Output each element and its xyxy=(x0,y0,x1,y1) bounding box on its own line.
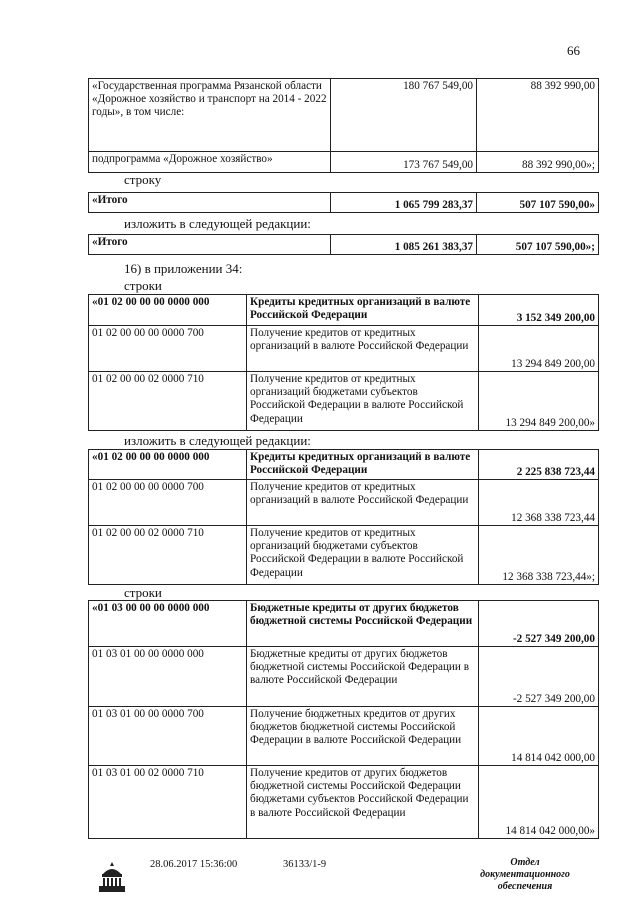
value-cell: 14 814 042 000,00» xyxy=(479,766,599,839)
table-row xyxy=(89,450,599,480)
program-table xyxy=(88,78,599,173)
value-cell: 3 152 349 200,00 xyxy=(479,295,599,326)
itogo-label: «Итого xyxy=(89,193,331,213)
table-row xyxy=(89,295,599,326)
name-cell: Бюджетные кредиты от других бюджетов бюджетной системы Российской Федерации xyxy=(247,601,479,647)
label-stroku: строку xyxy=(124,172,162,187)
label-stroki: строки xyxy=(124,585,162,600)
value-cell: 88 392 990,00 xyxy=(477,79,599,152)
code-cell: 01 03 01 00 02 0000 710 xyxy=(89,766,247,839)
value-cell: -2 527 349 200,00 xyxy=(479,647,599,707)
table-row xyxy=(89,372,599,431)
duma-emblem-icon xyxy=(95,860,129,894)
code-cell: 01 02 00 00 02 0000 710 xyxy=(89,526,247,585)
name-cell: Кредиты кредитных организаций в валюте Российской Федерации xyxy=(247,450,479,480)
table-row xyxy=(89,193,599,213)
label-appendix-34: 16) в приложении 34: xyxy=(124,261,243,276)
name-cell: Бюджетные кредиты от других бюджетов бюджетной системы Российской Федерации в валюте Российской Федерации xyxy=(247,647,479,707)
code-cell: «01 03 00 00 00 0000 000 xyxy=(89,601,247,647)
value-cell: 507 107 590,00»; xyxy=(477,235,599,255)
program-name: «Государственная программа Рязанской области «Дорожное хозяйство и транспорт на 2014 - 2022 годы», в том числе: xyxy=(89,79,331,152)
itogo-label: «Итого xyxy=(89,235,331,255)
credits-table-old xyxy=(88,294,599,431)
code-cell: 01 03 01 00 00 0000 700 xyxy=(89,707,247,766)
name-cell: Получение кредитов от кредитных организаций в валюте Российской Федерации xyxy=(247,480,479,526)
code-cell: 01 02 00 00 00 0000 700 xyxy=(89,326,247,372)
value-cell: 1 085 261 383,37 xyxy=(331,235,477,255)
label-izlozhit: изложить в следующей редакции: xyxy=(124,216,311,231)
name-cell: Получение кредитов от кредитных организаций бюджетами субъектов Российской Федерации в валюте Российской Федерации xyxy=(247,526,479,585)
value-cell: 173 767 549,00 xyxy=(331,152,477,173)
name-cell: Получение кредитов от кредитных организаций бюджетами субъектов Российской Федерации в валюте Российской Федерации xyxy=(247,372,479,431)
credits-table-new xyxy=(88,449,599,585)
label-stroki: строки xyxy=(124,278,162,293)
table-row xyxy=(89,326,599,372)
value-cell: 12 368 338 723,44 xyxy=(479,480,599,526)
value-cell: 13 294 849 200,00» xyxy=(479,372,599,431)
name-cell: Кредиты кредитных организаций в валюте Российской Федерации xyxy=(247,295,479,326)
value-cell: 2 225 838 723,44 xyxy=(479,450,599,480)
program-name: подпрограмма «Дорожное хозяйство» xyxy=(89,152,331,173)
value-cell: 13 294 849 200,00 xyxy=(479,326,599,372)
itogo-old-table xyxy=(88,192,599,213)
department-stamp xyxy=(465,857,585,893)
label-izlozhit: изложить в следующей редакции: xyxy=(124,433,311,448)
table-row xyxy=(89,766,599,839)
table-row xyxy=(89,152,599,173)
name-cell: Получение бюджетных кредитов от других бюджетов бюджетной системы Российской Федерации в валюте Российской Федерации xyxy=(247,707,479,766)
table-row xyxy=(89,707,599,766)
value-cell: -2 527 349 200,00 xyxy=(479,601,599,647)
value-cell: 12 368 338 723,44»; xyxy=(479,526,599,585)
page-number: 66 xyxy=(567,43,580,58)
code-cell: «01 02 00 00 00 0000 000 xyxy=(89,295,247,326)
value-cell: 88 392 990,00»; xyxy=(477,152,599,173)
table-row xyxy=(89,79,599,152)
value-cell: 1 065 799 283,37 xyxy=(331,193,477,213)
budget-credits-table xyxy=(88,600,599,839)
value-cell: 507 107 590,00» xyxy=(477,193,599,213)
code-cell: «01 02 00 00 00 0000 000 xyxy=(89,450,247,480)
value-cell: 180 767 549,00 xyxy=(331,79,477,152)
table-row xyxy=(89,235,599,255)
table-row xyxy=(89,647,599,707)
footer-datetime: 28.06.2017 15:36:00 xyxy=(150,859,238,870)
value-cell: 14 814 042 000,00 xyxy=(479,707,599,766)
itogo-new-table xyxy=(88,234,599,255)
code-cell: 01 02 00 00 02 0000 710 xyxy=(89,372,247,431)
name-cell: Получение кредитов от других бюджетов бюджетной системы Российской Федерации бюджетами субъектов Российской Федерации в валюте Российской Федерации xyxy=(247,766,479,839)
code-cell: 01 02 00 00 00 0000 700 xyxy=(89,480,247,526)
name-cell: Получение кредитов от кредитных организаций в валюте Российской Федерации xyxy=(247,326,479,372)
table-row xyxy=(89,526,599,585)
code-cell: 01 03 01 00 00 0000 000 xyxy=(89,647,247,707)
table-row xyxy=(89,480,599,526)
stamp-line: Отдел документационного xyxy=(480,857,570,880)
table-row xyxy=(89,601,599,647)
footer-doc-id: 36133/1-9 xyxy=(283,859,327,870)
stamp-line: обеспечения xyxy=(497,881,553,892)
